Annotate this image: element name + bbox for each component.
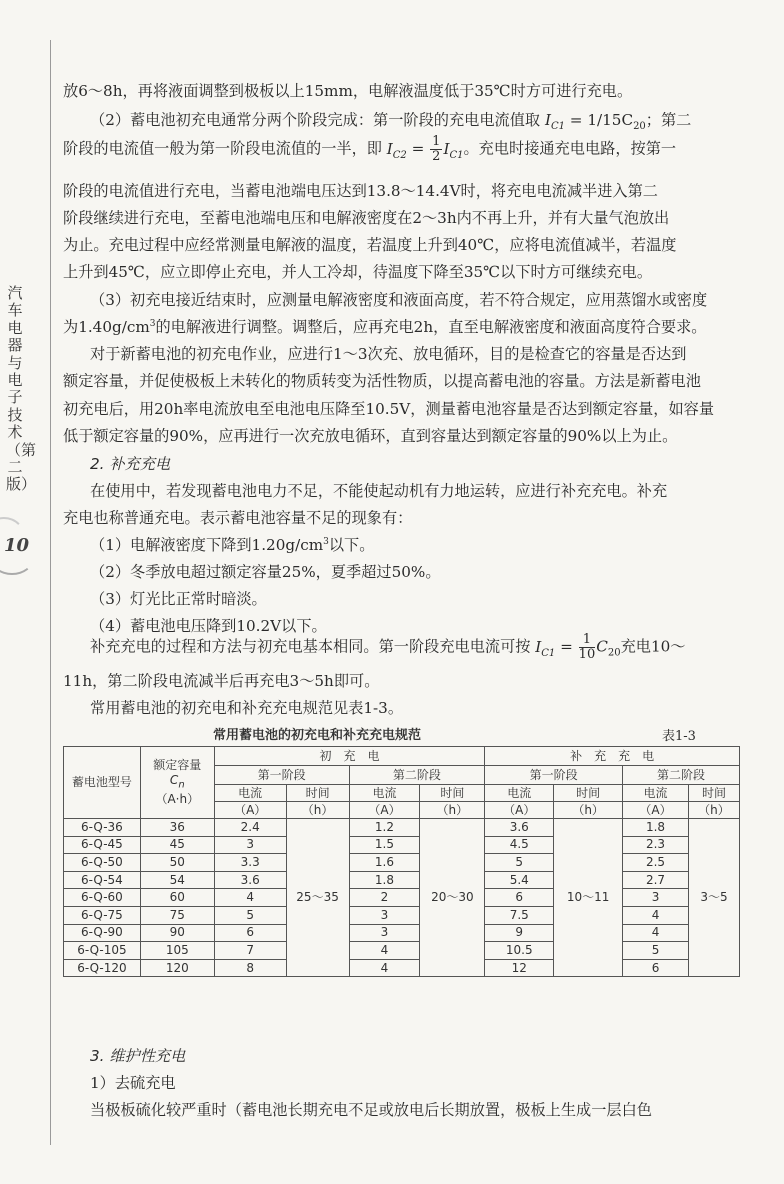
header-capacity — [140, 747, 214, 819]
text-run: 阶段的电流值一般为第一阶段电流值的一半，即 — [63, 139, 382, 158]
formula-sub: C1 — [541, 647, 556, 659]
cell-init-s1-time: 25～35 — [286, 819, 349, 977]
text-line: 阶段继续进行充电，至蓄电池端电压和电解液密度在2～3h内不再上升，并有大量气泡放出 — [63, 209, 670, 227]
header-supp-stage2: 第二阶段 — [623, 766, 740, 785]
formula-sub: 20 — [633, 121, 646, 133]
cell-supp-s2-current: 4 — [623, 906, 689, 924]
text-line: （3）灯光比正常时暗淡。 — [90, 590, 267, 608]
cell-init-s1-current: 3.3 — [214, 854, 286, 872]
table-header-row — [64, 747, 740, 766]
header-time: 时间 — [688, 785, 739, 802]
text-line: 上升到45℃，应立即停止充电，并人工冷却，待温度下降至35℃以下时方可继续充电。 — [63, 263, 653, 281]
text-run: 的电解液进行调整。调整后，应再充电2h，直至电解液密度和液面高度符合要求。 — [155, 318, 707, 336]
text-line: 低于额定容量的90%，应再进行一次充放电循环，直到容量达到额定容量的90%以上为止。 — [63, 427, 678, 445]
cell-model: 6-Q-60 — [64, 889, 141, 907]
text-line: 初充电后，用20h率电流放电至电池电压降至10.5V，测量蓄电池容量是否达到额定容量，如容量 — [63, 400, 715, 418]
header-unit-a: （A） — [349, 802, 420, 819]
cell-supp-s2-current: 1.8 — [623, 819, 689, 837]
cell-model: 6-Q-36 — [64, 819, 141, 837]
text-run: ；第二 — [645, 111, 692, 129]
cell-supp-s2-current: 4 — [623, 924, 689, 942]
header-capacity-unit: （A·h） — [155, 792, 200, 807]
formula-ic1 — [535, 637, 556, 659]
fraction-tenth — [579, 633, 596, 662]
formula-eq: = — [555, 637, 578, 656]
cell-supp-s1-current: 12 — [485, 959, 554, 977]
fraction-denominator: 10 — [578, 647, 596, 662]
table-row — [64, 871, 740, 889]
page-number-badge — [0, 515, 50, 575]
formula-eq: = 1/15C — [564, 111, 634, 129]
cell-init-s1-current: 8 — [214, 959, 286, 977]
capacity-symbol: C — [169, 772, 179, 787]
cell-init-s2-current: 4 — [349, 942, 420, 960]
table-row — [64, 819, 740, 837]
fraction-denominator: 2 — [432, 149, 441, 164]
text-run: （1）电解液密度下降到1.20g/cm — [90, 536, 324, 554]
text-line: 11h，第二阶段电流减半后再充电3～5h即可。 — [63, 672, 380, 690]
text-line: （2）冬季放电超过额定容量25%，夏季超过50%。 — [90, 563, 441, 581]
text-run: 以下。 — [328, 536, 375, 554]
header-unit-h: （h） — [554, 802, 623, 819]
header-current: 电流 — [349, 785, 420, 802]
cell-capacity: 75 — [140, 906, 214, 924]
table-row — [64, 924, 740, 942]
cell-supp-s2-current: 5 — [623, 942, 689, 960]
header-current: 电流 — [485, 785, 554, 802]
table-row — [64, 854, 740, 872]
fraction-numerator: 1 — [579, 633, 596, 648]
formula-symbol: I — [443, 139, 450, 158]
cell-supp-s2-current: 2.7 — [623, 871, 689, 889]
cell-init-s2-current: 3 — [349, 906, 420, 924]
table-row — [64, 889, 740, 907]
header-unit-a: （A） — [623, 802, 689, 819]
fraction-half — [430, 135, 442, 164]
table-row — [64, 959, 740, 977]
cell-model: 6-Q-54 — [64, 871, 141, 889]
cell-init-s2-current: 2 — [349, 889, 420, 907]
text-run: （2）蓄电池初充电通常分两个阶段完成：第一阶段的充电电流值取 — [90, 111, 541, 129]
header-supplement: 补 充 充 电 — [485, 747, 740, 766]
superscript: 3 — [323, 536, 329, 547]
table-title: 常用蓄电池的初充电和补充充电规范 — [213, 728, 422, 743]
header-unit-h: （h） — [688, 802, 739, 819]
text-line — [63, 316, 707, 337]
formula-symbol: I — [535, 637, 542, 656]
cell-model: 6-Q-75 — [64, 906, 141, 924]
text-line: 在使用中，若发现蓄电池电力不足，不能使起动机有力地运转，应进行补充充电。补充 — [90, 482, 668, 500]
text-line: 阶段的电流值进行充电，当蓄电池端电压达到13.8～14.4V时，将充电电流减半进入第二 — [63, 182, 658, 200]
cell-capacity: 54 — [140, 871, 214, 889]
cell-capacity: 50 — [140, 854, 214, 872]
cell-init-s1-current: 3.6 — [214, 871, 286, 889]
cell-model: 6-Q-45 — [64, 836, 141, 854]
text-run: 充电10～ — [620, 637, 686, 656]
text-line: 当极板硫化较严重时（蓄电池长期充电不足或放电后长期放置，极板上生成一层白色 — [90, 1101, 652, 1119]
text-line: 常用蓄电池的初充电和补充充电规范见表1-3。 — [90, 699, 404, 717]
formula-ic2 — [386, 139, 407, 161]
header-init-stage1: 第一阶段 — [214, 766, 349, 785]
text-line — [90, 109, 691, 132]
cell-init-s1-current: 6 — [214, 924, 286, 942]
superscript: 3 — [149, 318, 156, 329]
header-time: 时间 — [554, 785, 623, 802]
formula-sub: C1 — [449, 149, 464, 161]
cell-init-s1-current: 3 — [214, 836, 286, 854]
table-row — [64, 836, 740, 854]
cell-capacity: 120 — [140, 959, 214, 977]
formula-ic1 — [443, 139, 464, 161]
header-capacity-symbol — [141, 773, 214, 792]
header-current: 电流 — [214, 785, 286, 802]
table-row — [64, 906, 740, 924]
cell-init-s2-current: 3 — [349, 924, 420, 942]
cell-init-s1-current: 2.4 — [214, 819, 286, 837]
cell-capacity: 36 — [140, 819, 214, 837]
cell-supp-s1-current: 10.5 — [485, 942, 554, 960]
cell-init-s2-current: 1.5 — [349, 836, 420, 854]
fraction-numerator: 1 — [432, 134, 441, 149]
text-line: 为止。充电过程中应经常测量电解液的温度，若温度上升到40℃，应将电流值减半，若温度 — [63, 236, 677, 254]
cell-capacity: 60 — [140, 889, 214, 907]
cell-init-s2-current: 4 — [349, 959, 420, 977]
text-line: 对于新蓄电池的初充电作业，应进行1～3次充、放电循环，目的是检查它的容量是否达到 — [90, 345, 687, 363]
cell-supp-s2-current: 2.3 — [623, 836, 689, 854]
cell-supp-s1-current: 6 — [485, 889, 554, 907]
cell-model: 6-Q-105 — [64, 942, 141, 960]
table-row — [64, 942, 740, 960]
text-line: （4）蓄电池电压降到10.2V以下。 — [90, 617, 327, 635]
cell-init-s1-current: 5 — [214, 906, 286, 924]
header-unit-a: （A） — [485, 802, 554, 819]
cell-supp-s2-current: 3 — [623, 889, 689, 907]
margin-rule — [50, 40, 51, 1145]
header-unit-a: （A） — [214, 802, 286, 819]
header-time: 时间 — [420, 785, 485, 802]
header-supp-stage1: 第一阶段 — [485, 766, 623, 785]
cell-supp-s2-time: 3～5 — [688, 819, 739, 977]
text-line: 额定容量，并促使极板上未转化的物质转变为活性物质，以提高蓄电池的容量。方法是新蓄电池 — [63, 372, 701, 390]
cell-init-s2-current: 1.6 — [349, 854, 420, 872]
cell-init-s2-current: 1.8 — [349, 871, 420, 889]
book-title-vertical: 汽车电器与电子技术（第二版） — [6, 284, 37, 494]
text-run: 。充电时接通充电电路，按第一 — [463, 139, 677, 158]
formula-sub: C2 — [392, 149, 407, 161]
text-line: 充电也称普通充电。表示蓄电池容量不足的现象有： — [63, 509, 413, 527]
header-initial: 初 充 电 — [214, 747, 485, 766]
cell-supp-s1-current: 5 — [485, 854, 554, 872]
cell-supp-s2-current: 6 — [623, 959, 689, 977]
section-heading: 2. 补充充电 — [90, 455, 171, 473]
text-run: 为1.40g/cm — [63, 318, 150, 336]
formula-symbol: I — [386, 139, 393, 158]
formula-symbol: I — [544, 111, 551, 129]
header-capacity-label: 额定容量 — [153, 757, 202, 772]
cell-init-s2-time: 20～30 — [420, 819, 485, 977]
formula-symbol: C — [596, 637, 608, 656]
text-line — [63, 135, 676, 164]
header-current: 电流 — [623, 785, 689, 802]
cell-capacity: 105 — [140, 942, 214, 960]
cell-supp-s2-current: 2.5 — [623, 854, 689, 872]
text-line — [90, 534, 374, 555]
cell-init-s1-current: 4 — [214, 889, 286, 907]
text-run: 补充充电的过程和方法与初充电基本相同。第一阶段充电电流可按 — [90, 637, 531, 656]
section-heading: 3. 维护性充电 — [90, 1047, 186, 1065]
table-number: 表1-3 — [662, 729, 696, 744]
text-line: （3）初充电接近结束时，应测量电解液密度和液面高度，若不符合规定，应用蒸馏水或密度 — [90, 291, 708, 309]
header-unit-h: （h） — [420, 802, 485, 819]
header-model: 蓄电池型号 — [64, 747, 141, 819]
text-line: 放6～8h，再将液面调整到极板以上15mm，电解液温度低于35℃时方可进行充电。 — [63, 82, 633, 100]
cell-supp-s1-current: 7.5 — [485, 906, 554, 924]
header-time: 时间 — [286, 785, 349, 802]
formula-sub: C1 — [550, 121, 565, 133]
cell-model: 6-Q-90 — [64, 924, 141, 942]
formula-sub: 20 — [607, 647, 621, 659]
cell-supp-s1-current: 5.4 — [485, 871, 554, 889]
cell-capacity: 90 — [140, 924, 214, 942]
text-line: 1）去硫充电 — [90, 1074, 176, 1092]
cell-supp-s1-current: 4.5 — [485, 836, 554, 854]
cell-init-s1-current: 7 — [214, 942, 286, 960]
header-unit-h: （h） — [286, 802, 349, 819]
cell-init-s2-current: 1.2 — [349, 819, 420, 837]
page-number: 10 — [4, 535, 30, 556]
cell-capacity: 45 — [140, 836, 214, 854]
cell-supp-s1-current: 9 — [485, 924, 554, 942]
capacity-sub: n — [178, 779, 185, 791]
cell-supp-s1-current: 3.6 — [485, 819, 554, 837]
cell-model: 6-Q-120 — [64, 959, 141, 977]
cell-model: 6-Q-50 — [64, 854, 141, 872]
text-line — [90, 633, 685, 662]
charging-spec-table — [63, 746, 740, 977]
formula-eq: = — [406, 139, 430, 158]
formula-ic1 — [544, 111, 565, 133]
cell-supp-s1-time: 10～11 — [554, 819, 623, 977]
header-init-stage2: 第二阶段 — [349, 766, 485, 785]
